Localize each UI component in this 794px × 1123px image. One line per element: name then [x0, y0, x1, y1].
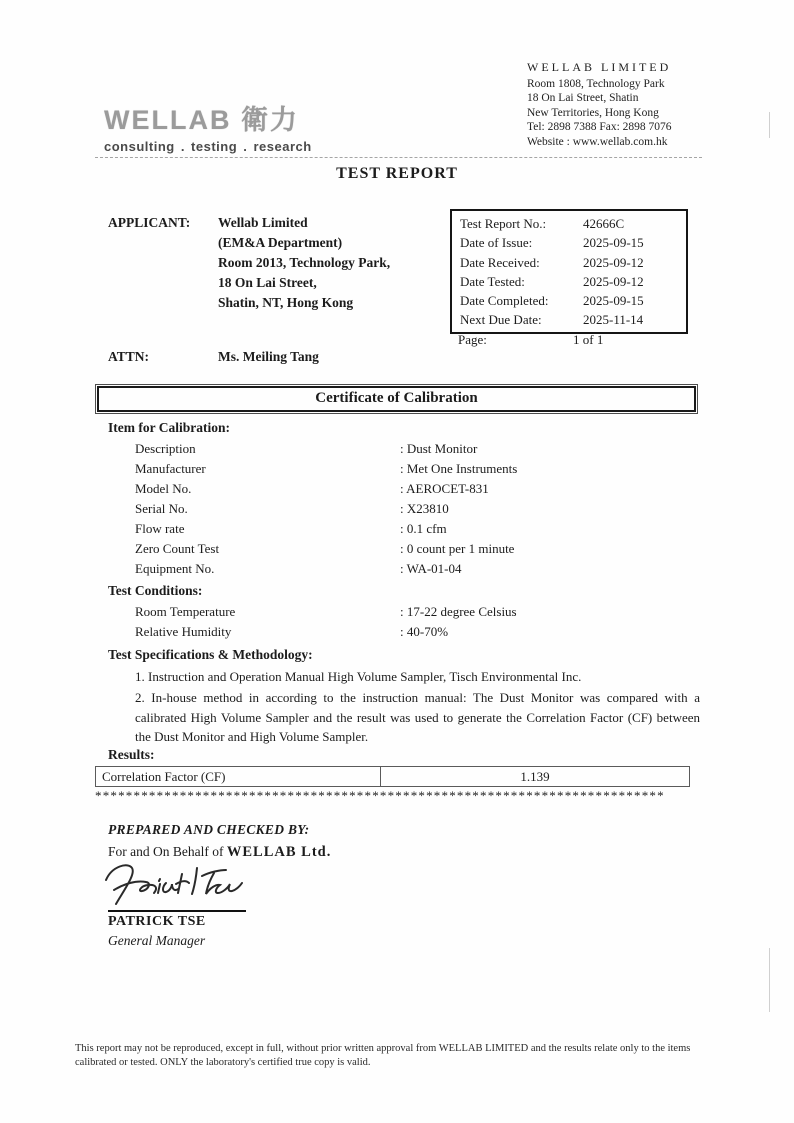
item-value: : 0 count per 1 minute — [400, 541, 515, 556]
spec-item-1: 1. Instruction and Operation Manual High Volume Sampler, Tisch Environmental Inc. — [135, 669, 582, 684]
applicant-line: Room 2013, Technology Park, — [218, 255, 391, 270]
report-title: TEST REPORT — [336, 165, 458, 182]
info-row-date-issue — [452, 233, 686, 252]
info-label: Date Received: — [460, 254, 540, 270]
header-divider — [95, 157, 702, 158]
info-value: 42666C — [583, 216, 625, 231]
info-row-date-tested — [452, 272, 686, 291]
applicant-line: Shatin, NT, Hong Kong — [218, 295, 354, 310]
item-rows — [135, 439, 698, 579]
section-heading: Test Conditions: — [108, 583, 203, 598]
info-row-next-due — [452, 310, 686, 329]
item-label: Manufacturer — [135, 461, 206, 476]
attn-block — [108, 349, 319, 365]
applicant-line: (EM&A Department) — [218, 235, 343, 250]
item-row-serial-no — [135, 499, 698, 519]
letterhead-line: Tel: 2898 7388 Fax: 2898 7076 — [527, 121, 672, 133]
item-value: : Met One Instruments — [400, 461, 518, 476]
page-count-row — [458, 332, 688, 348]
behalf-line — [108, 842, 331, 862]
info-label: Test Report No.: — [460, 216, 547, 231]
company-logo — [104, 98, 312, 154]
spec-item-2: 2. In-house method in according to the instruction manual: The Dust Monitor was compared with a calibrated High Volume Sampler and the result was used to generate the Correlation Factor (CF) between the Dust Monitor and High Volume Sampler. — [135, 690, 700, 744]
condition-label: Relative Humidity — [135, 624, 232, 639]
section-heading: Test Specifications & Methodology: — [108, 647, 313, 662]
item-row-model-no — [135, 479, 698, 499]
asterisk-separator: ************************************************************************** — [95, 788, 665, 803]
condition-value: : 17-22 degree Celsius — [400, 604, 517, 619]
logo-tagline: consulting . testing . research — [104, 139, 312, 154]
letterhead-line: Room 1808, Technology Park — [527, 77, 665, 90]
info-label: Date Completed: — [460, 293, 549, 309]
info-label: Next Due Date: — [460, 312, 542, 328]
signature-svg — [102, 860, 262, 912]
item-label: Equipment No. — [135, 561, 215, 576]
attn-label: ATTN: — [108, 349, 150, 364]
item-label: Model No. — [135, 481, 192, 496]
applicant-line: Wellab Limited — [218, 215, 308, 230]
applicant-line: 18 On Lai Street, — [218, 275, 317, 290]
applicant-block — [108, 213, 390, 313]
logo-wordmark: WELLAB 衛力 — [104, 105, 299, 135]
condition-label: Room Temperature — [135, 604, 236, 619]
signature-image — [102, 860, 262, 917]
item-row-equipment-no — [135, 559, 698, 579]
results-heading: Results: — [108, 747, 155, 762]
report-info-box — [450, 209, 688, 334]
item-row-description — [135, 439, 698, 459]
page-value: 1 of 1 — [573, 332, 604, 347]
letterhead-line: New Territories, Hong Kong — [527, 106, 659, 119]
certificate-banner — [95, 384, 698, 414]
condition-rows — [135, 602, 698, 642]
info-row-date-completed — [452, 291, 686, 310]
section-heading: Item for Calibration: — [108, 420, 230, 435]
section-results — [95, 747, 690, 787]
letterhead-line: 18 On Lai Street, Shatin — [527, 92, 639, 104]
signer-name: PATRICK TSE — [108, 914, 206, 929]
condition-row-humidity — [135, 622, 698, 642]
item-row-zero-count — [135, 539, 698, 559]
signature-line — [108, 910, 246, 912]
item-value: : 0.1 cfm — [400, 521, 447, 536]
item-label: Description — [135, 441, 196, 456]
info-value: 2025-11-14 — [583, 312, 644, 328]
section-test-conditions — [108, 583, 698, 642]
item-value: : WA-01-04 — [400, 561, 462, 576]
letterhead-address-block — [527, 60, 672, 149]
item-row-flow-rate — [135, 519, 698, 539]
info-value: 2025-09-15 — [583, 235, 644, 251]
info-row-date-received — [452, 253, 686, 272]
attn-value: Ms. Meiling Tang — [218, 349, 319, 364]
item-value: : X23810 — [400, 501, 449, 516]
info-label: Date Tested: — [460, 273, 525, 289]
info-value: 2025-09-12 — [583, 254, 644, 270]
condition-row-temperature — [135, 602, 698, 622]
page-label: Page: — [458, 332, 487, 347]
info-value: 2025-09-15 — [583, 293, 644, 309]
condition-value: : 40-70% — [400, 624, 449, 639]
applicant-details — [218, 213, 390, 313]
applicant-label: APPLICANT: — [108, 215, 191, 230]
behalf-company: WELLAB Ltd. — [226, 844, 332, 860]
letterhead-line: Website : www.wellab.com.hk — [527, 135, 668, 148]
results-row-label: Correlation Factor (CF) — [96, 767, 381, 786]
scan-artifact-line — [769, 948, 770, 1012]
results-table — [95, 766, 690, 787]
item-value: : Dust Monitor — [400, 441, 478, 456]
prepared-by-label: PREPARED AND CHECKED BY: — [108, 822, 310, 837]
signoff-block — [108, 822, 331, 862]
info-label: Date of Issue: — [460, 235, 533, 251]
footer-disclaimer: This report may not be reproduced, except in full, without prior written approval from WELLAB LIMITED and the results relate only to the items calibrated or tested. ONLY the laboratory's certified true copy is valid. — [75, 1043, 691, 1068]
letterhead-company: WELLAB LIMITED — [527, 60, 672, 74]
item-row-manufacturer — [135, 459, 698, 479]
behalf-prefix: For and On Behalf of — [108, 844, 227, 859]
info-row-report-no — [452, 214, 686, 233]
item-label: Zero Count Test — [135, 541, 220, 556]
section-test-specifications — [108, 647, 700, 747]
info-value: 2025-09-12 — [583, 273, 644, 289]
item-label: Flow rate — [135, 521, 185, 536]
results-row-value: 1.139 — [520, 769, 550, 784]
item-label: Serial No. — [135, 501, 188, 516]
scan-artifact-line — [769, 112, 770, 138]
item-value: : AEROCET-831 — [400, 481, 489, 496]
signer-title: General Manager — [108, 933, 206, 948]
section-item-for-calibration — [108, 420, 698, 579]
certificate-title: Certificate of Calibration — [97, 386, 696, 412]
